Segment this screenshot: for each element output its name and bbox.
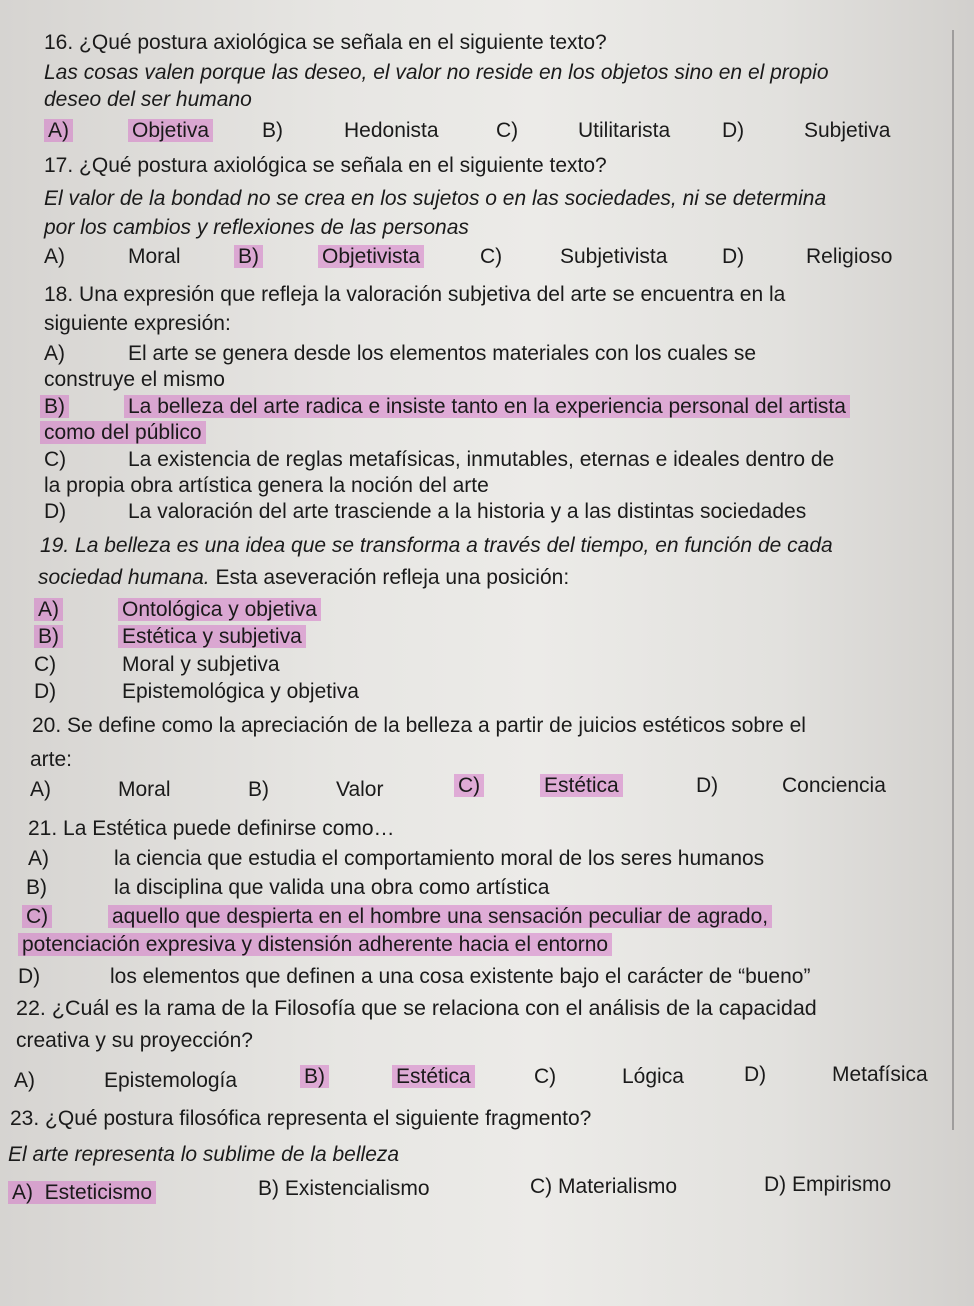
q23-option-c[interactable]: C) Materialismo [530, 1175, 678, 1198]
q19-option-a-text: Ontológica y objetiva [118, 597, 321, 623]
q21-option-c[interactable]: C) [22, 904, 52, 930]
q18-option-b-cont: como del público [40, 420, 206, 446]
q16-option-d-text: Subjetiva [804, 119, 891, 142]
q17-option-b[interactable]: B) [234, 244, 263, 270]
q16-option-d[interactable]: D) [722, 119, 745, 142]
question-17-quote-line-1: El valor de la bondad no se crea en los sujetos o en las sociedades, ni se determina [44, 187, 827, 210]
q17-option-d-text: Religioso [806, 245, 893, 268]
q23-option-a[interactable]: A) Esteticismo [8, 1180, 156, 1206]
q21-option-b[interactable]: B) [26, 876, 47, 899]
q21-option-c-text: aquello que despierta en el hombre una sensación peculiar de agrado, [108, 904, 772, 930]
q17-option-c[interactable]: C) [480, 245, 503, 268]
q20-option-c[interactable]: C) [454, 773, 484, 799]
q21-option-b-text: la disciplina que valida una obra como artística [114, 876, 550, 899]
q22-option-a-text: Epistemología [104, 1069, 238, 1092]
q21-option-c-cont: potenciación expresiva y distensión adherente hacia el entorno [18, 932, 612, 958]
q19-option-b[interactable]: B) [34, 624, 63, 650]
question-22-stem-line-1: 22. ¿Cuál es la rama de la Filosofía que se relaciona con el análisis de la capacidad [16, 996, 817, 1020]
question-17-quote-line-2: por los cambios y reflexiones de las personas [44, 216, 469, 239]
q20-option-b-text: Valor [336, 778, 384, 801]
q22-option-b[interactable]: B) [300, 1064, 329, 1090]
q20-option-a[interactable]: A) [30, 778, 51, 801]
question-18-stem-line-2: siguiente expresión: [44, 312, 231, 335]
q21-option-a[interactable]: A) [28, 847, 49, 870]
q23-option-b[interactable]: B) Existencialismo [258, 1177, 430, 1200]
question-16-stem: 16. ¿Qué postura axiológica se señala en el siguiente texto? [44, 31, 607, 54]
q22-option-b-text: Estética [392, 1064, 475, 1090]
q16-option-b[interactable]: B) [262, 119, 283, 142]
q16-option-a-text: Objetiva [128, 118, 213, 144]
q22-option-a[interactable]: A) [14, 1069, 35, 1092]
question-17-stem: 17. ¿Qué postura axiológica se señala en el siguiente texto? [44, 154, 607, 177]
q18-option-a[interactable]: A) [44, 342, 65, 365]
question-20-stem-line-2: arte: [30, 748, 73, 771]
q16-option-c[interactable]: C) [496, 119, 519, 142]
q18-option-c[interactable]: C) [44, 448, 67, 471]
q22-option-d[interactable]: D) [744, 1063, 767, 1086]
question-21-stem: 21. La Estética puede definirse como… [28, 817, 395, 840]
q21-option-d[interactable]: D) [18, 965, 41, 988]
q18-option-b-text: La belleza del arte radica e insiste tanto en la experiencia personal del artista [124, 394, 850, 420]
question-20-stem-line-1: 20. Se define como la apreciación de la belleza a partir de juicios estéticos sobre el [32, 714, 806, 737]
q22-option-c-text: Lógica [622, 1065, 684, 1088]
q17-option-a-text: Moral [128, 245, 181, 268]
q19-option-c[interactable]: C) [34, 653, 57, 676]
page-margin-line [952, 30, 954, 1130]
q23-option-d[interactable]: D) Empirismo [764, 1173, 892, 1196]
q20-option-c-text: Estética [540, 773, 623, 799]
q22-option-c[interactable]: C) [534, 1065, 557, 1088]
q17-option-d[interactable]: D) [722, 245, 745, 268]
q22-option-d-text: Metafísica [832, 1063, 928, 1086]
question-16-quote-line-1: Las cosas valen porque las deseo, el valor no reside en los objetos sino en el propio [44, 61, 829, 84]
q19-option-c-text: Moral y subjetiva [122, 653, 280, 676]
q18-option-d[interactable]: D) [44, 500, 67, 523]
question-23-stem: 23. ¿Qué postura filosófica representa el siguiente fragmento? [10, 1107, 592, 1130]
q18-option-c-cont: la propia obra artística genera la noción del arte [44, 474, 489, 497]
q18-option-b[interactable]: B) [40, 394, 69, 420]
question-18-stem-line-1: 18. Una expresión que refleja la valoración subjetiva del arte se encuentra en la [44, 283, 786, 306]
question-23-quote: El arte representa lo sublime de la belleza [8, 1143, 400, 1166]
q19-option-d[interactable]: D) [34, 680, 57, 703]
q19-option-b-text: Estética y subjetiva [118, 624, 306, 650]
q17-option-c-text: Subjetivista [560, 245, 668, 268]
q16-option-c-text: Utilitarista [578, 119, 671, 142]
q18-option-a-cont: construye el mismo [44, 368, 225, 391]
q20-option-b[interactable]: B) [248, 778, 269, 801]
question-19-stem-line-1: 19. La belleza es una idea que se transforma a través del tiempo, en función de cada [40, 534, 833, 557]
question-22-stem-line-2: creativa y su proyección? [16, 1029, 253, 1052]
q19-option-a[interactable]: A) [34, 597, 63, 623]
question-19-stem-line-2: sociedad humana. Esta aseveración refleja una posición: [38, 566, 570, 589]
q18-option-a-text: El arte se genera desde los elementos materiales con los cuales se [128, 342, 757, 365]
q17-option-b-text: Objetivista [318, 244, 424, 270]
q20-option-d-text: Conciencia [782, 774, 886, 797]
q20-option-d[interactable]: D) [696, 774, 719, 797]
q21-option-d-text: los elementos que definen a una cosa existente bajo el carácter de “bueno” [110, 965, 811, 988]
q18-option-d-text: La valoración del arte trasciende a la historia y a las distintas sociedades [128, 500, 807, 523]
q18-option-c-text: La existencia de reglas metafísicas, inmutables, eternas e ideales dentro de [128, 448, 835, 471]
q17-option-a[interactable]: A) [44, 245, 65, 268]
q16-option-b-text: Hedonista [344, 119, 439, 142]
q21-option-a-text: la ciencia que estudia el comportamiento moral de los seres humanos [114, 847, 765, 870]
q16-option-a[interactable]: A) [44, 118, 73, 144]
q19-option-d-text: Epistemológica y objetiva [122, 680, 359, 703]
question-16-quote-line-2: deseo del ser humano [44, 88, 252, 111]
q20-option-a-text: Moral [118, 778, 171, 801]
